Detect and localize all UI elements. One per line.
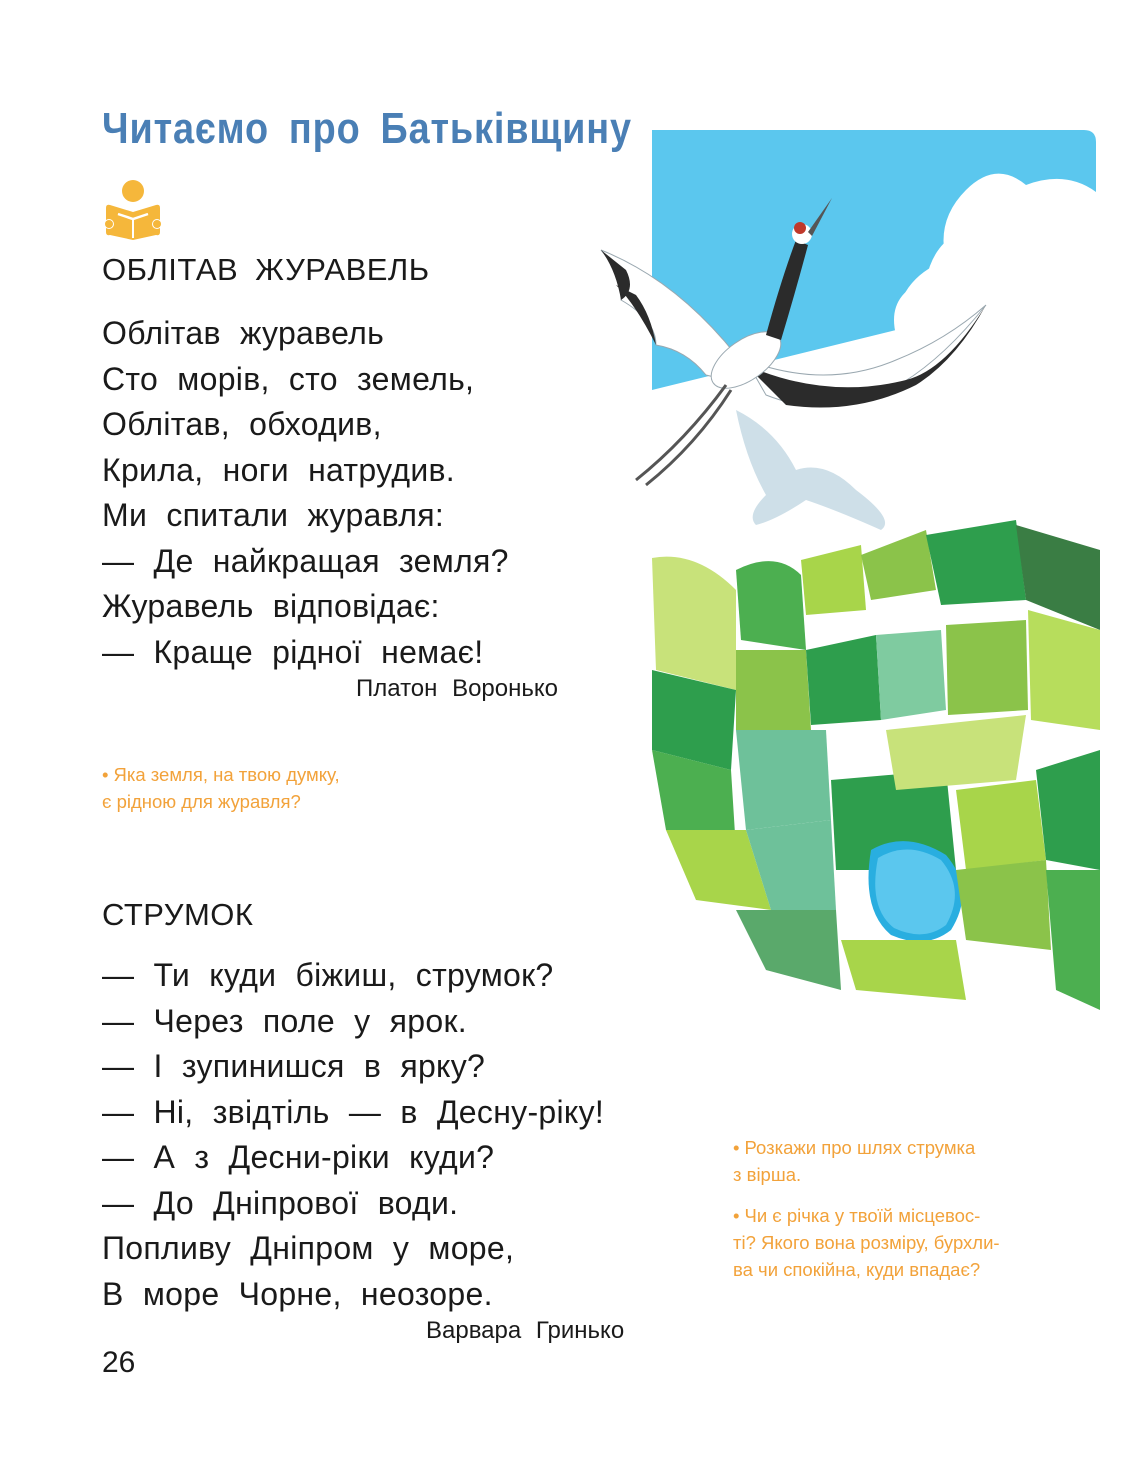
- poem-line: — Ти куди біжиш, струмок?: [102, 957, 554, 993]
- poem-line: Ми спитали журавля:: [102, 497, 445, 533]
- question-stream-path: [733, 1134, 975, 1188]
- poem-line: — Краще рідної немає!: [102, 633, 484, 670]
- poem-author-voronko: Платон Воронько: [356, 675, 558, 702]
- crane-over-fields-illustration: [596, 130, 1100, 1014]
- poem-line: Крила, ноги натрудив.: [102, 451, 456, 488]
- question-line: ті? Якого вона розміру, бурхли-: [733, 1232, 1000, 1253]
- question-line: • Розкажи про шлях струмка: [733, 1137, 976, 1158]
- page-heading: Читаємо про Батьківщину: [102, 104, 632, 153]
- poem-line: В море Чорне, неозоре.: [102, 1275, 493, 1312]
- poem-title-crane: ОБЛІТАВ ЖУРАВЕЛЬ: [102, 252, 430, 287]
- poem-line: Журавель відповідає:: [102, 588, 440, 624]
- poem-line: — А з Десни-ріки куди?: [102, 1139, 495, 1175]
- poem-line: Сто морів, сто земель,: [102, 360, 475, 397]
- poem-title-stream: СТРУМОК: [102, 897, 254, 932]
- poem-line: — Через поле у ярок.: [102, 1002, 467, 1039]
- page-number: 26: [102, 1346, 136, 1379]
- poem-line: — І зупинишся в ярку?: [102, 1048, 486, 1084]
- poem-text-crane: [102, 311, 509, 675]
- question-line: з вірша.: [733, 1164, 802, 1185]
- poem-line: Попливу Дніпром у море,: [102, 1230, 515, 1266]
- poem-line: — До Дніпрової води.: [102, 1184, 459, 1221]
- question-line: ва чи спокійна, куди впадає?: [733, 1259, 981, 1280]
- poem-author-hrynko: Варвара Гринько: [426, 1317, 625, 1344]
- fields: [652, 520, 1100, 1010]
- question-crane: [102, 761, 340, 815]
- question-line: є рідною для журавля?: [102, 791, 301, 812]
- poem-line: Облітав, обходив,: [102, 406, 382, 442]
- reader-with-book-icon: [98, 178, 168, 242]
- poem-line: Облітав журавель: [102, 315, 385, 351]
- crane-shadow: [736, 410, 885, 530]
- question-local-river: [733, 1202, 1000, 1283]
- poem-text-stream: [102, 953, 604, 1317]
- poem-line: — Ні, звідтіль — в Десну-ріку!: [102, 1093, 605, 1130]
- question-line: • Чи є річка у твоїй місцевос-: [733, 1205, 981, 1226]
- question-line: • Яка земля, на твою думку,: [102, 764, 340, 785]
- poem-line: — Де найкращая земля?: [102, 542, 509, 579]
